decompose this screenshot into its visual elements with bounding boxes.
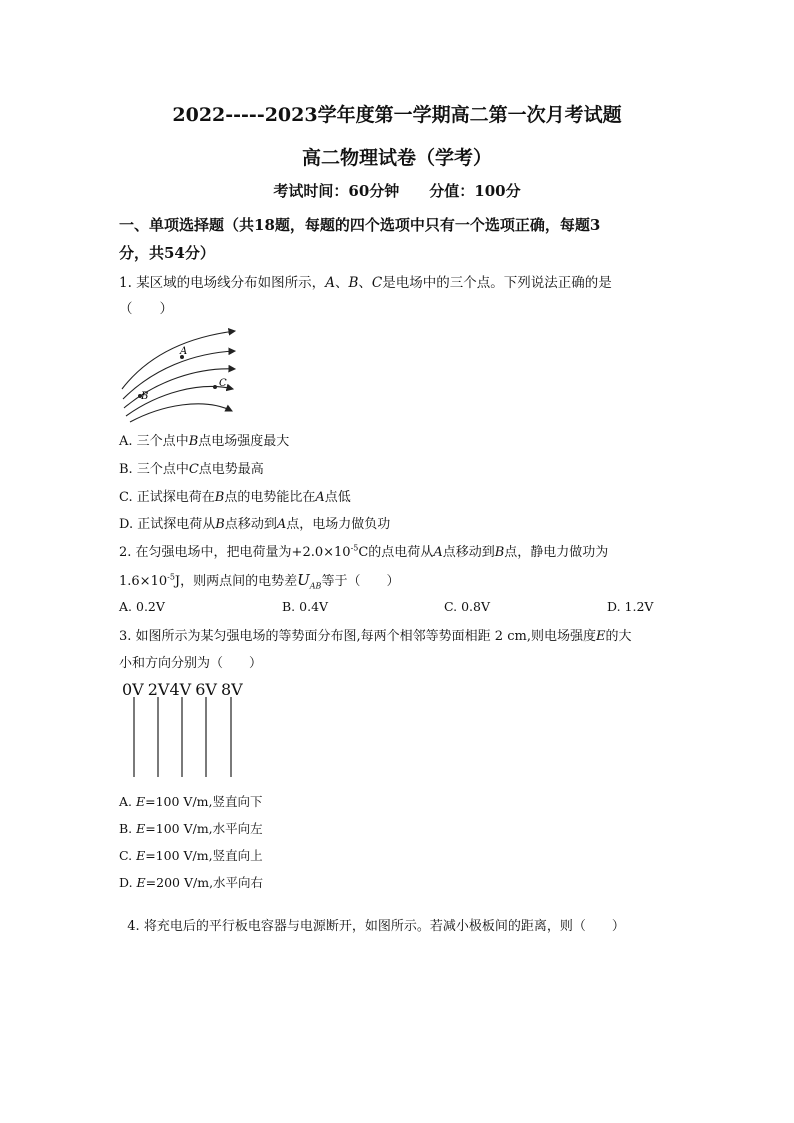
q2-exponent: -5: [167, 572, 175, 582]
option-text: =100 V/m,竖直向上: [145, 848, 263, 863]
q2-text: 点移动到: [442, 545, 495, 560]
option-letter: A.: [119, 599, 133, 614]
equipotential-label: 2V: [147, 680, 170, 699]
q1-option-a: [119, 430, 289, 449]
field-line: [130, 404, 232, 422]
option-value: 0.4V: [299, 599, 329, 614]
option-var: B: [214, 490, 225, 505]
option-value: 0.2V: [136, 599, 165, 614]
q1-var: C: [371, 275, 383, 291]
option-text: 三个点中: [136, 434, 189, 449]
option-letter: D.: [607, 599, 621, 614]
equipotential-figure: [125, 697, 245, 779]
option-var: E: [136, 821, 146, 836]
q3-text: 的大: [605, 629, 632, 644]
option-letter: B.: [119, 462, 133, 477]
question-3-line1: [119, 625, 631, 644]
q2-text: 点，静电力做功为: [504, 545, 609, 560]
q2-var: A: [433, 545, 443, 560]
option-text: =100 V/m,竖直向下: [145, 794, 263, 809]
q1-option-c: [119, 486, 351, 505]
q2-option-b: [282, 599, 328, 614]
option-var: E: [136, 794, 146, 809]
q1-text: 某区域的电场线分布如图所示，: [136, 275, 326, 291]
point-a-label: A: [180, 346, 188, 357]
option-text: 正试探电荷从: [137, 517, 216, 532]
option-text: 三个点中: [136, 462, 189, 477]
option-var: C: [188, 462, 199, 477]
option-letter: B.: [119, 821, 133, 836]
option-text: 正试探电荷在: [136, 490, 215, 505]
option-text: 点，电场力做负功: [286, 517, 391, 532]
question-2-line2: [119, 570, 399, 591]
question-4-stem: [119, 900, 625, 934]
q1-option-b: [119, 458, 264, 477]
option-var: A: [315, 490, 325, 505]
potential-difference-symbol: U: [297, 571, 310, 589]
option-letter: C.: [119, 490, 133, 505]
option-var: E: [136, 875, 146, 890]
question-2-line1: [119, 541, 608, 560]
equipotential-label: 8V: [220, 680, 243, 699]
q1-sep: 、: [334, 275, 349, 291]
q3-text: 如图所示为某匀强电场的等势面分布图,每两个相邻等势面相距 2 cm,则电场强度: [135, 629, 596, 644]
question-3-line2: 小和方向分别为（ ）: [119, 656, 263, 671]
equipotential-label: 0V: [122, 680, 144, 699]
equipotential-label: 6V: [195, 680, 217, 699]
question-number: 2.: [119, 545, 132, 560]
q2-option-d: [607, 599, 653, 614]
option-var: B: [188, 434, 199, 449]
option-letter: C.: [444, 599, 458, 614]
exam-subtitle: 高二物理试卷（学考）: [301, 147, 492, 169]
section-heading-line1: 一、单项选择题（共18题，每题的四个选项中只有一个选项正确，每题3: [119, 216, 601, 234]
question-number: 1.: [119, 275, 132, 291]
q2-text: 1.6×10: [119, 574, 168, 589]
q2-var: B: [494, 545, 505, 560]
option-letter: A.: [119, 434, 133, 449]
option-var: B: [215, 517, 225, 532]
option-text: 点的电势能比在: [224, 490, 316, 505]
question-1-stem: [119, 274, 612, 292]
option-text: 点低: [324, 490, 351, 505]
q1-option-d: [119, 513, 390, 532]
q2-text: J，则两点间的电势差: [174, 574, 298, 589]
option-letter: D.: [119, 875, 133, 890]
answer-paren: （ ）: [119, 301, 173, 317]
option-text: =200 V/m,水平向右: [145, 875, 264, 890]
option-text: 点电场强度最大: [198, 434, 290, 449]
q1-text: 是电场中的三个点。下列说法正确的是: [382, 275, 612, 291]
q3-option-c: [119, 846, 263, 864]
option-letter: A.: [119, 794, 133, 809]
q2-exponent: -5: [350, 543, 359, 553]
option-text: 点电势最高: [198, 462, 264, 477]
q1-var: B: [348, 275, 359, 291]
option-var: A: [276, 517, 287, 532]
point-c-dot: [213, 385, 217, 389]
option-letter: D.: [119, 517, 134, 532]
exam-title: 2022-----2023学年度第一学期高二第一次月考试题: [172, 104, 622, 126]
option-var: E: [136, 848, 146, 863]
q2-option-c: [444, 599, 490, 614]
question-number: 4.: [127, 919, 140, 934]
option-letter: C.: [119, 848, 133, 863]
q1-var: A: [325, 275, 335, 291]
q4-text: 将充电后的平行板电容器与电源断开，如图所示。若减小极板间的距离，则（ ）: [143, 919, 625, 934]
point-c-label: C: [219, 378, 227, 389]
potential-difference-subscript: AB: [309, 581, 322, 591]
q2-text: 在匀强电场中，把电荷量为+2.0×10: [135, 545, 351, 560]
point-b-label: B: [141, 391, 149, 402]
field-line: [123, 351, 235, 399]
q2-text: C的点电荷从: [358, 545, 434, 560]
option-value: 1.2V: [624, 599, 654, 614]
option-text: =100 V/m,水平向左: [145, 821, 263, 836]
q2-text: 等于（ ）: [321, 574, 400, 589]
equipotential-label: 4V: [169, 680, 192, 699]
q1-sep: 、: [358, 275, 372, 291]
exam-info: 考试时间：60分钟 分值：100分: [273, 182, 521, 200]
question-number: 3.: [119, 629, 132, 644]
field-lines-figure: [118, 325, 243, 425]
q3-option-d: [119, 873, 263, 891]
q3-var: E: [595, 629, 606, 644]
q3-option-a: [119, 792, 263, 810]
option-value: 0.8V: [461, 599, 490, 614]
q3-option-b: [119, 819, 263, 837]
option-text: 点移动到: [224, 517, 277, 532]
section-heading-line2: 分，共54分）: [119, 244, 215, 262]
q2-option-a: [119, 599, 165, 614]
option-letter: B.: [282, 599, 296, 614]
